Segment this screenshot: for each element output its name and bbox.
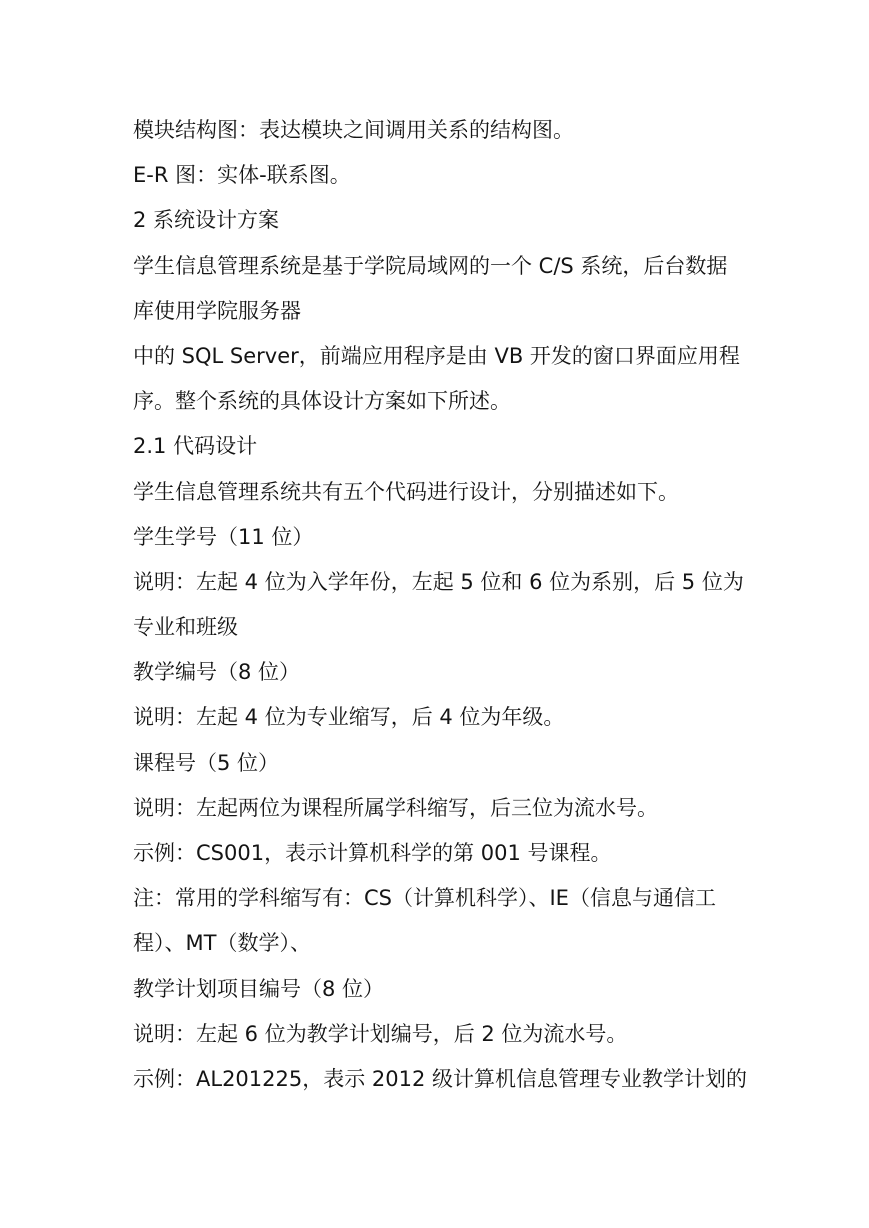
text-line-system-intro-3: 中的 SQL Server，前端应用程序是由 VB 开发的窗口界面应用程 <box>133 343 740 368</box>
text-line-plan-item-desc: 说明：左起 6 位为教学计划编号，后 2 位为流水号。 <box>133 1021 628 1046</box>
text-line-er-diagram: E-R 图：实体-联系图。 <box>133 163 351 188</box>
text-line-course-id-example: 示例：CS001，表示计算机科学的第 001 号课程。 <box>133 841 612 865</box>
text-line-code-overview: 学生信息管理系统共有五个代码进行设计，分别描述如下。 <box>133 479 679 504</box>
section-heading-code-design: 2.1 代码设计 <box>133 434 258 459</box>
text-line-system-intro-1: 学生信息管理系统是基于学院局域网的一个 C/S 系统，后台数据 <box>133 253 728 278</box>
text-line-teaching-id-desc: 说明：左起 4 位为专业缩写，后 4 位为年级。 <box>133 705 565 730</box>
text-line-system-intro-2: 库使用学院服务器 <box>133 298 301 323</box>
text-line-subject-note-1: 注：常用的学科缩写有：CS（计算机科学）、IE（信息与通信工 <box>133 886 716 911</box>
text-line-plan-item-example: 示例：AL201225，表示 2012 级计算机信息管理专业教学计划的 <box>133 1066 748 1091</box>
item-title-student-id: 学生学号（11 位） <box>133 524 314 549</box>
text-line-subject-note-2: 程）、MT（数学）、 <box>133 931 311 956</box>
section-heading-system-design: 2 系统设计方案 <box>133 208 280 233</box>
text-line-system-intro-4: 序。整个系统的具体设计方案如下所述。 <box>133 389 511 414</box>
item-title-course-id: 课程号（5 位） <box>133 750 280 775</box>
text-line-course-id-desc: 说明：左起两位为课程所属学科缩写，后三位为流水号。 <box>133 795 658 820</box>
item-title-plan-item-id: 教学计划项目编号（8 位） <box>133 976 385 1001</box>
item-title-teaching-id: 教学编号（8 位） <box>133 660 301 685</box>
document-body <box>133 108 753 1102</box>
text-line-student-id-desc-2: 专业和班级 <box>133 615 238 640</box>
text-line-student-id-desc-1: 说明：左起 4 位为入学年份，左起 5 位和 6 位为系别，后 5 位为 <box>133 569 744 594</box>
text-line-module-chart: 模块结构图：表达模块之间调用关系的结构图。 <box>133 118 574 142</box>
